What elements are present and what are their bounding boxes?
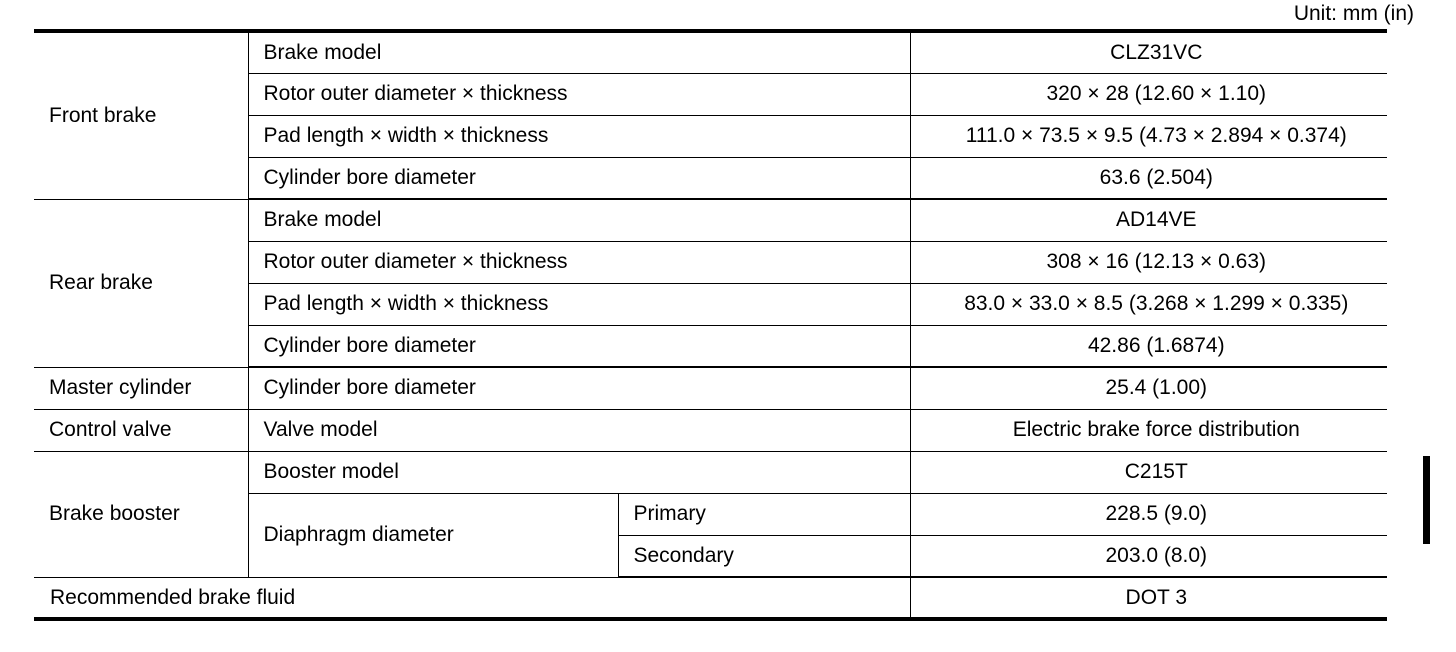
param-value: 83.0 × 33.0 × 8.5 (3.268 × 1.299 × 0.335) [910, 283, 1387, 325]
param-value: 308 × 16 (12.13 × 0.63) [910, 241, 1387, 283]
param-label: Rotor outer diameter × thickness [248, 73, 910, 115]
param-value: DOT 3 [1125, 585, 1187, 609]
param-value: 320 × 28 (12.60 × 1.10) [910, 73, 1387, 115]
param-label: Brake model [248, 31, 910, 73]
param-label: Booster model [248, 451, 910, 493]
param-label: Recommended brake fluid [34, 577, 910, 619]
table-row [34, 199, 1387, 241]
param-value: AD14VE [910, 199, 1387, 241]
param-label: Pad length × width × thickness [248, 283, 910, 325]
table-row [34, 31, 1387, 73]
param-value: 203.0 (8.0) [910, 535, 1387, 577]
param-label: Cylinder bore diameter [248, 325, 910, 367]
param-value: 42.86 (1.6874) [910, 325, 1387, 367]
param-value: 111.0 × 73.5 × 9.5 (4.73 × 2.894 × 0.374) [910, 115, 1387, 157]
param-value: C215T [910, 451, 1387, 493]
param-label: Cylinder bore diameter [248, 367, 910, 409]
page-edge-marker [1423, 456, 1430, 544]
sub-param-label: Secondary [618, 535, 910, 577]
unit-note: Unit: mm (in) [1293, 2, 1414, 25]
param-value: 25.4 (1.00) [910, 367, 1387, 409]
param-label: Brake model [248, 199, 910, 241]
param-label: Pad length × width × thickness [248, 115, 910, 157]
param-label: Diaphragm diameter [248, 493, 618, 577]
group-label-control-valve: Control valve [34, 409, 248, 451]
param-value: 228.5 (9.0) [910, 493, 1387, 535]
table-row [34, 451, 1387, 493]
param-value: CLZ31VC [910, 31, 1387, 73]
param-label: Cylinder bore diameter [248, 157, 910, 199]
group-label-brake-booster: Brake booster [34, 451, 248, 577]
param-label: Valve model [248, 409, 910, 451]
sub-param-label: Primary [618, 493, 910, 535]
param-value: 63.6 (2.504) [910, 157, 1387, 199]
group-label-master-cylinder: Master cylinder [34, 367, 248, 409]
table-row [34, 577, 1387, 619]
brake-specifications-table [34, 29, 1387, 621]
group-label-rear-brake: Rear brake [34, 199, 248, 367]
table-row [34, 367, 1387, 409]
table-row [34, 409, 1387, 451]
group-label-front-brake: Front brake [34, 31, 248, 199]
param-label: Rotor outer diameter × thickness [248, 241, 910, 283]
param-value: Electric brake force distribution [910, 409, 1387, 451]
